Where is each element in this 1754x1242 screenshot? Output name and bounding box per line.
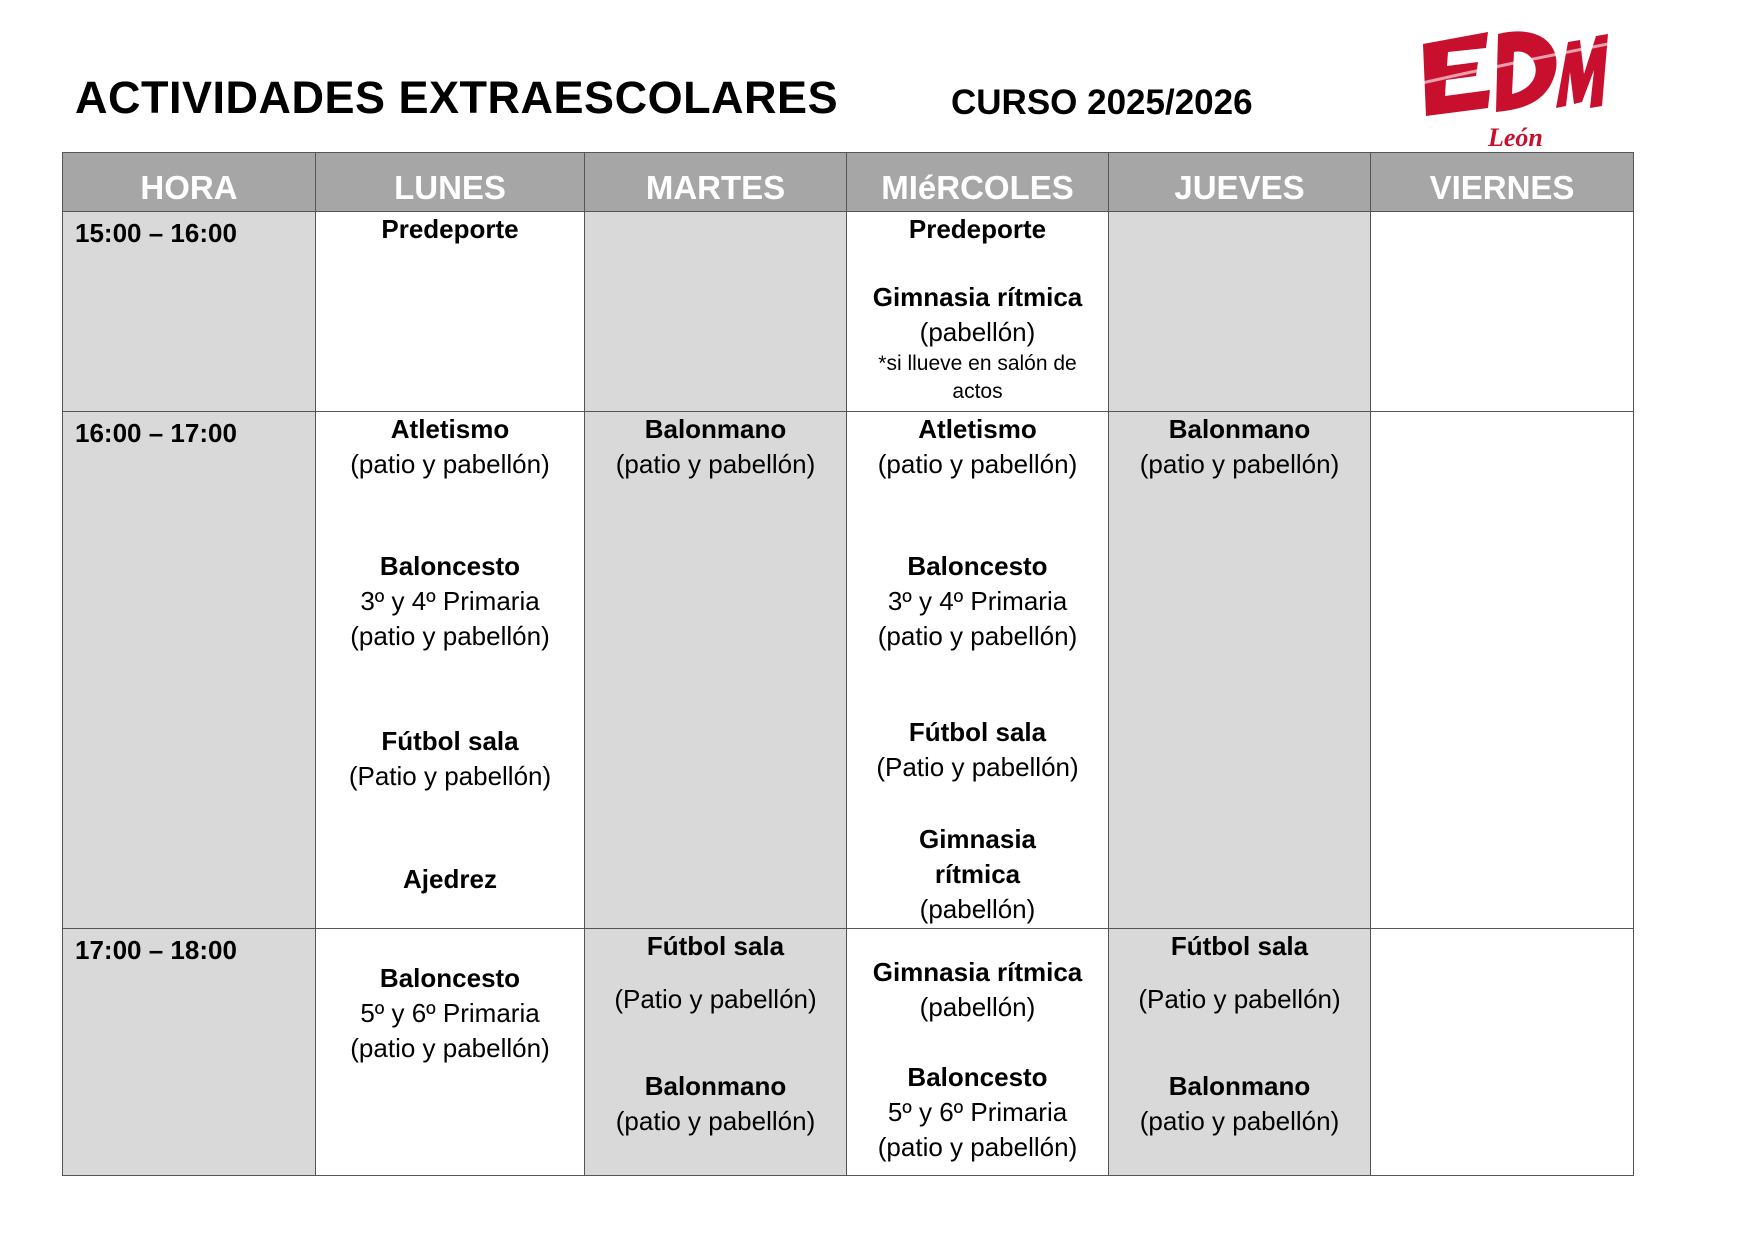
col-header-lunes: LUNES bbox=[316, 153, 585, 212]
cell-miercoles bbox=[847, 212, 1109, 412]
col-header-martes: MARTES bbox=[585, 153, 847, 212]
activity-detail: (patio y pabellón) bbox=[350, 449, 550, 479]
activity-name: Fútbol sala bbox=[381, 726, 519, 756]
table-row bbox=[63, 929, 1634, 1176]
activity-name: Balonmano bbox=[1168, 414, 1311, 444]
activity-detail: (patio y pabellón) bbox=[615, 449, 816, 479]
col-header-hora: HORA bbox=[63, 153, 316, 212]
col-header-miercoles: MIéRCOLES bbox=[847, 153, 1109, 212]
col-header-viernes: VIERNES bbox=[1371, 153, 1634, 212]
activity-name: Predeporte bbox=[908, 214, 1047, 244]
activity-detail: (patio y pabellón) bbox=[877, 1132, 1078, 1162]
activity-detail: (patio y pabellón) bbox=[615, 1106, 816, 1136]
cell-viernes bbox=[1371, 929, 1634, 1176]
activity-detail: (patio y pabellón) bbox=[877, 621, 1078, 651]
cell-jueves bbox=[1109, 929, 1371, 1176]
activity-detail: (patio y pabellón) bbox=[877, 449, 1078, 479]
activity-detail: 5º y 6º Primaria bbox=[360, 998, 540, 1028]
activity-name: Atletismo bbox=[390, 414, 510, 444]
activity-detail: (Patio y pabellón) bbox=[1138, 984, 1341, 1014]
activity-name: Baloncesto bbox=[379, 963, 521, 993]
activity-detail: (patio y pabellón) bbox=[350, 1033, 550, 1063]
cell-martes bbox=[585, 412, 847, 929]
col-header-jueves: JUEVES bbox=[1109, 153, 1371, 212]
activity-name: Fútbol sala bbox=[646, 931, 785, 961]
activity-name: Fútbol sala bbox=[908, 717, 1047, 747]
activity-name: Baloncesto bbox=[907, 1062, 1048, 1092]
activity-detail: 3º y 4º Primaria bbox=[887, 586, 1068, 616]
cell-jueves bbox=[1109, 412, 1371, 929]
activity-detail: (pabellón) bbox=[919, 317, 1036, 347]
activity-detail: (pabellón) bbox=[919, 894, 1036, 924]
activity-name: Gimnasia rítmica bbox=[918, 824, 1037, 889]
cell-jueves bbox=[1109, 212, 1371, 412]
schedule-table bbox=[62, 152, 1634, 1176]
page-title: ACTIVIDADES EXTRAESCOLARES bbox=[75, 72, 839, 123]
svg-text:León: León bbox=[1488, 123, 1543, 152]
activity-note: *si llueve en salón de actos bbox=[878, 352, 1077, 403]
activity-detail: (Patio y pabellón) bbox=[614, 984, 817, 1014]
activity-detail: (patio y pabellón) bbox=[350, 621, 550, 651]
activity-name: Baloncesto bbox=[379, 551, 521, 581]
activity-detail: (patio y pabellón) bbox=[1139, 449, 1340, 479]
activity-name: Ajedrez bbox=[403, 864, 497, 894]
activity-name: Atletismo bbox=[918, 414, 1037, 444]
activity-name: Gimnasia rítmica bbox=[872, 957, 1083, 987]
table-row bbox=[63, 212, 1634, 412]
cell-miercoles bbox=[847, 929, 1109, 1176]
activity-name: Balonmano bbox=[1168, 1071, 1311, 1101]
cell-miercoles bbox=[847, 412, 1109, 929]
cell-martes bbox=[585, 212, 847, 412]
activity-detail: (Patio y pabellón) bbox=[348, 761, 552, 791]
cell-lunes bbox=[316, 212, 585, 412]
hora-cell: 16:00 – 17:00 bbox=[63, 412, 316, 929]
activity-name: Gimnasia rítmica bbox=[872, 282, 1083, 312]
cell-martes bbox=[585, 929, 847, 1176]
table-row bbox=[63, 412, 1634, 929]
hora-cell: 17:00 – 18:00 bbox=[63, 929, 316, 1176]
hora-cell: 15:00 – 16:00 bbox=[63, 212, 316, 412]
edm-leon-logo bbox=[1418, 14, 1608, 154]
cell-lunes bbox=[316, 412, 585, 929]
activity-detail: 3º y 4º Primaria bbox=[360, 586, 540, 616]
activity-name: Predeporte bbox=[381, 214, 519, 244]
cell-lunes bbox=[316, 929, 585, 1176]
activity-name: Balonmano bbox=[644, 1071, 787, 1101]
activity-name: Baloncesto bbox=[907, 551, 1048, 581]
activity-detail: 5º y 6º Primaria bbox=[887, 1097, 1068, 1127]
activity-name: Fútbol sala bbox=[1170, 931, 1309, 961]
cell-viernes bbox=[1371, 212, 1634, 412]
activity-detail: (patio y pabellón) bbox=[1139, 1106, 1340, 1136]
header-row bbox=[63, 153, 1634, 212]
cell-viernes bbox=[1371, 412, 1634, 929]
activity-name: Balonmano bbox=[644, 414, 787, 444]
activity-detail: (pabellón) bbox=[919, 992, 1036, 1022]
course-label: CURSO 2025/2026 bbox=[951, 83, 1253, 122]
activity-detail: (Patio y pabellón) bbox=[876, 752, 1079, 782]
